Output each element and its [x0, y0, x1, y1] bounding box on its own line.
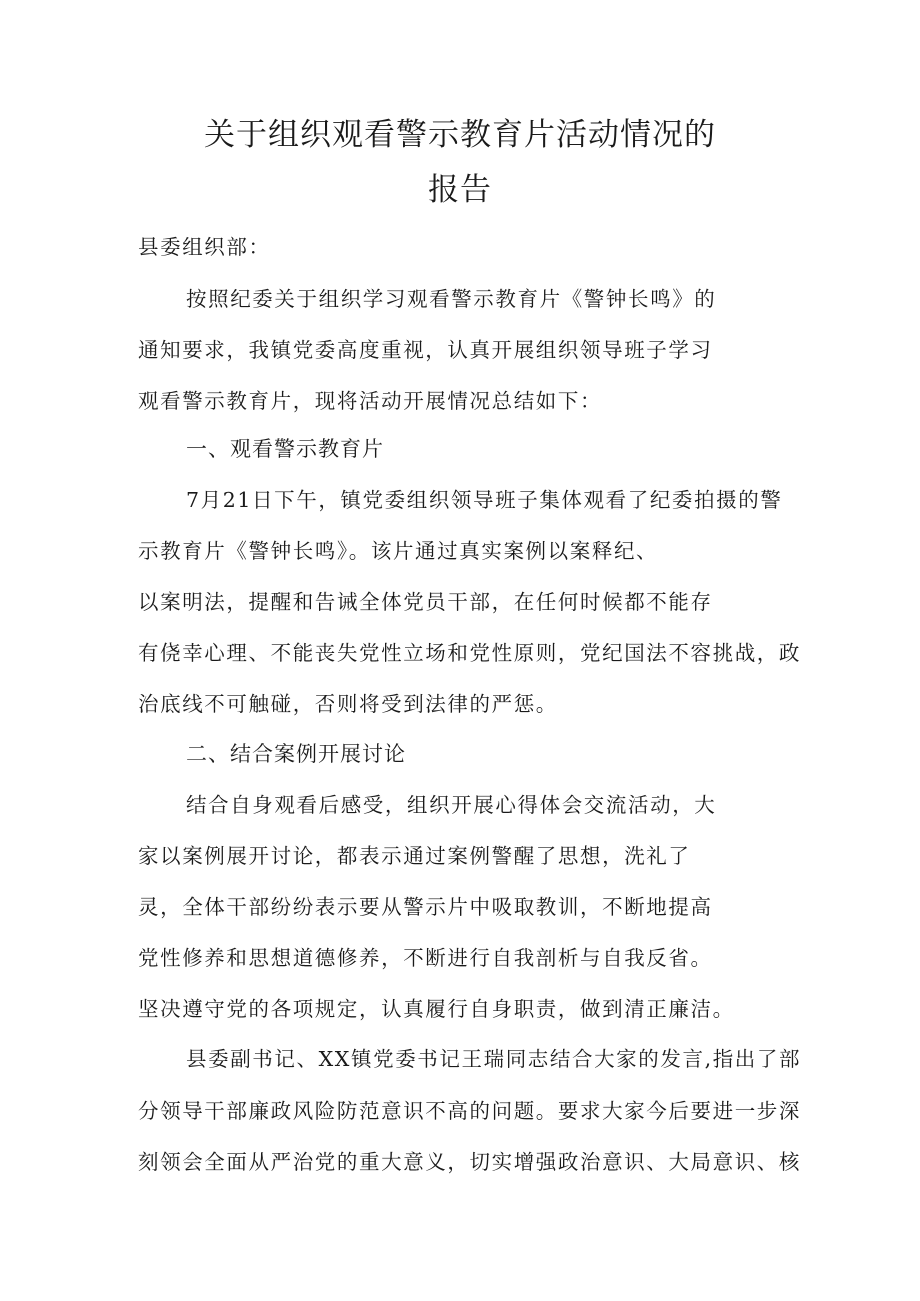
document-title-line-1: 关于组织观看警示教育片活动情况的 — [204, 117, 716, 153]
paragraph-4-line: 分领导干部廉政风险防范意识不高的问题。要求大家今后要进一步深 — [138, 1099, 801, 1123]
paragraph-4-line: 刻领会全面从严治党的重大意义，切实增强政治意识、大局意识、核 — [138, 1150, 801, 1174]
paragraph-3-line: 结合自身观看后感受，组织开展心得体会交流活动，大 — [186, 793, 717, 817]
document-title-line-2: 报告 — [428, 172, 492, 208]
paragraph-3-line: 党性修养和思想道德修养，不断进行自我剖析与自我反省。 — [138, 946, 713, 970]
paragraph-2-line: 治底线不可触碰，否则将受到法律的严惩。 — [138, 692, 558, 716]
salutation: 县委组织部： — [138, 235, 271, 259]
paragraph-3-line: 灵，全体干部纷纷表示要从警示片中吸取教训，不断地提高 — [138, 895, 713, 919]
paragraph-1-line: 按照纪委关于组织学习观看警示教育片《警钟长鸣》的 — [186, 287, 717, 311]
paragraph-4-line: 县委副书记、XX镇党委书记王瑞同志结合大家的发言,指出了部 — [186, 1047, 802, 1071]
section-2-heading: 二、结合案例开展讨论 — [186, 742, 406, 766]
paragraph-3-line: 坚决遵守党的各项规定，认真履行自身职责，做到清正廉洁。 — [138, 997, 735, 1021]
paragraph-1-line: 通知要求，我镇党委高度重视，认真开展组织领导班子学习 — [138, 338, 713, 362]
paragraph-3-line: 家以案例展开讨论，都表示通过案例警醒了思想，洗礼了 — [138, 844, 691, 868]
paragraph-2-line: 以案明法，提醒和告诫全体党员干部，在任何时候都不能存 — [138, 590, 713, 614]
section-1-heading: 一、观看警示教育片 — [186, 437, 384, 461]
paragraph-2-line: 7月21日下午，镇党委组织领导班子集体观看了纪委拍摄的警 — [186, 488, 783, 512]
paragraph-2-line: 有侥幸心理、不能丧失党性立场和党性原则，党纪国法不容挑战，政 — [138, 641, 801, 665]
paragraph-1-line: 观看警示教育片，现将活动开展情况总结如下： — [138, 389, 603, 413]
paragraph-2-line: 示教育片《警钟长鸣》。该片通过真实案例以案释纪、 — [138, 539, 659, 563]
